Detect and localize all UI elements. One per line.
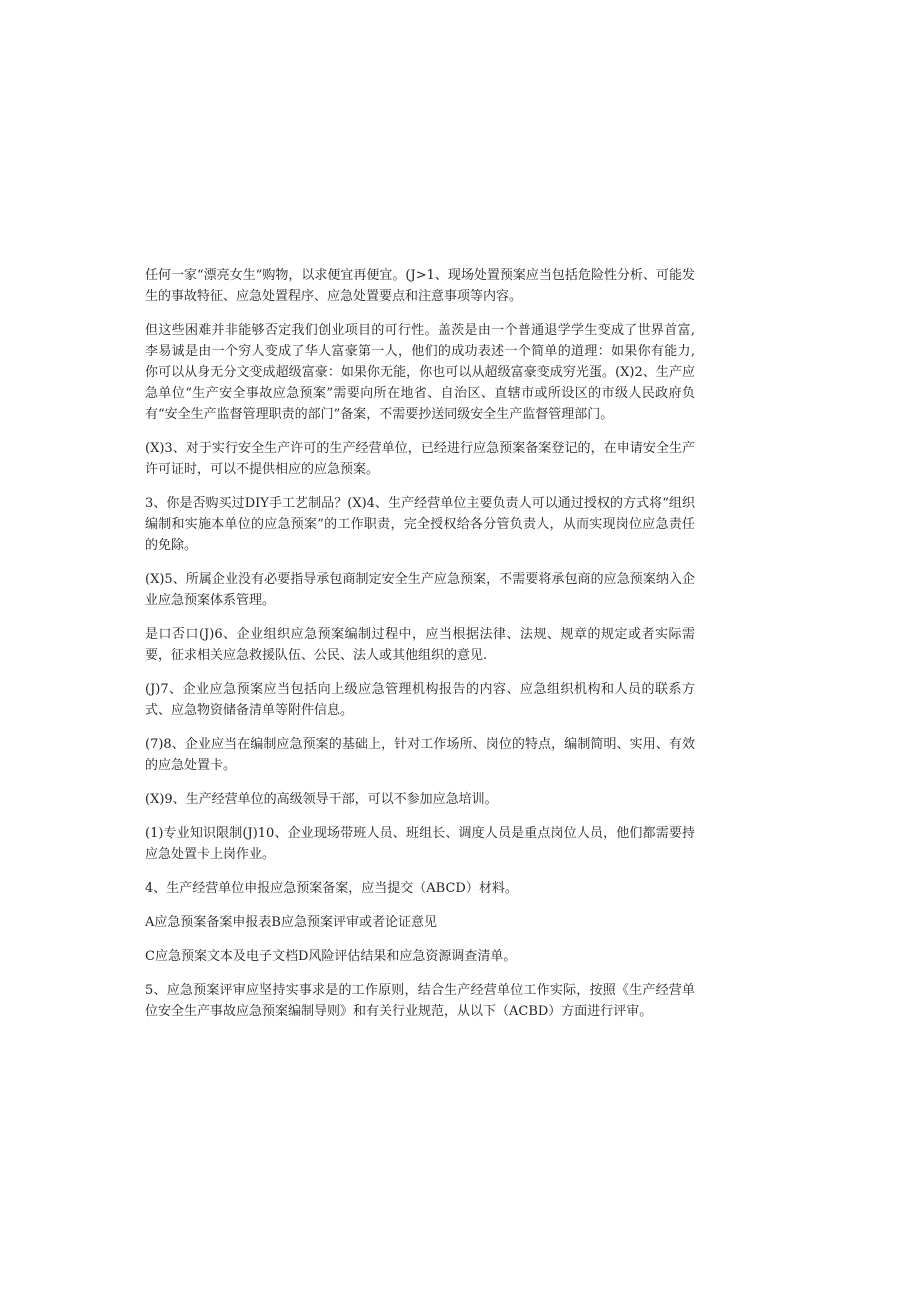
paragraph: (1)专业知识限制(J)10、企业现场带班人员、班组长、调度人员是重点岗位人员，他们都需要持应急处置卡上岗作业。: [145, 826, 695, 862]
paragraph: 5、应急预案评审应坚持实事求是的工作原则，结合生产经营单位工作实际，按照《生产经营单位安全生产事故应急预案编制导则》和有关行业规范，从以下（ACBD）方面进行评审。: [145, 983, 695, 1019]
paragraph: 任何一家“漂亮女生”购物，以求便宜再便宜。(J>1、现场处置预案应当包括危险性分析、可能发生的事故特征、应急处置程序、应急处置要点和注意事项等内容。: [145, 268, 695, 304]
paragraph: 3、你是否购买过DIY手工艺制品？(X)4、生产经营单位主要负责人可以通过授权的方式将“组织编制和实施本单位的应急预案”的工作职责，完全授权给各分管负责人，从而实现岗位应急责任的免除。: [145, 496, 695, 553]
document-body: [145, 265, 695, 1035]
paragraph: A应急预案备案申报表B应急预案评审或者论证意见: [145, 915, 437, 930]
paragraph: (J)7、企业应急预案应当包括向上级应急管理机构报告的内容、应急组织机构和人员的联系方式、应急物资储备清单等附件信息。: [145, 682, 695, 718]
paragraph: (7)8、企业应当在编制应急预案的基础上，针对工作场所、岗位的特点，编制简明、实用、有效的应急处置卡。: [145, 737, 695, 773]
paragraph: 4、生产经营单位申报应急预案备案，应当提交（ABCD）材料。: [145, 881, 518, 896]
paragraph: (X)9、生产经营单位的高级领导干部，可以不参加应急培训。: [145, 792, 498, 807]
paragraph: (X)3、对于实行安全生产许可的生产经营单位，已经进行应急预案备案登记的，在申请安全生产许可证时，可以不提供相应的应急预案。: [145, 441, 695, 477]
paragraph: 但这些困难并非能够否定我们创业项目的可行性。盖茨是由一个普通退学学生变成了世界首富,李易诚是由一个穷人变成了华人富豪第一人，他们的成功表述一个简单的道理：如果你有能力,你可以从身无分文变成超级富豪：如果你无能，你也可以从超级富豪变成穷光蛋。(X)2、生产应急单位“生产安全事故应急预案”需要向所在地省、自治区、直辖市或所设区的市级人民政府负有“安全生产监督管理职责的部门”备案，不需要抄送同级安全生产监督管理部门。: [145, 323, 695, 422]
paragraph: (X)5、所属企业没有必要指导承包商制定安全生产应急预案，不需要将承包商的应急预案纳入企业应急预案体系管理。: [145, 572, 695, 608]
paragraph: 是口否口(J)6、企业组织应急预案编制过程中，应当根据法律、法规、规章的规定或者实际需要，征求相关应急救援队伍、公民、法人或其他组织的意见.: [145, 627, 695, 663]
paragraph: C应急预案文本及电子文档D风险评估结果和应急资源调查清单。: [145, 949, 517, 964]
